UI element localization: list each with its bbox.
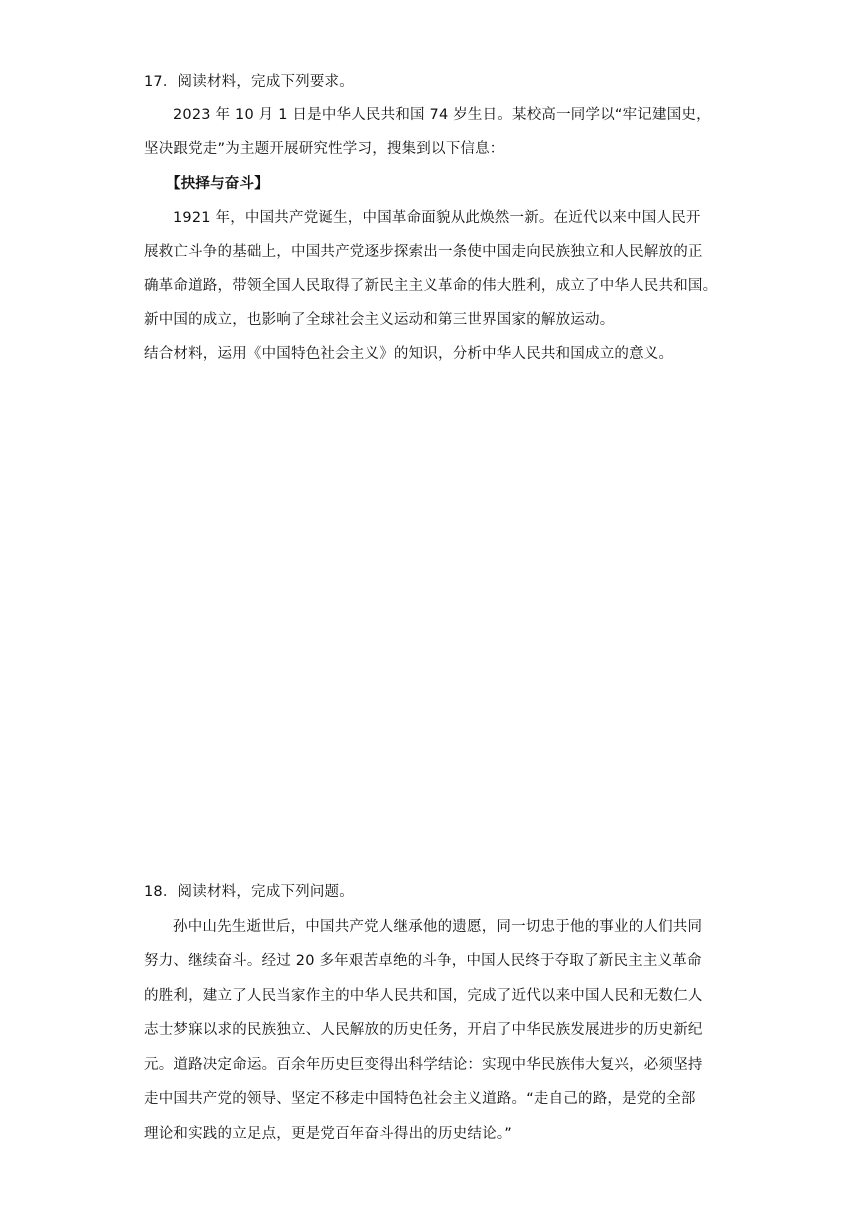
question-18-material-line-1: 孙中山先生逝世后，中国共产党人继承他的遗愿，同一切忠于他的事业的人们共同 [173, 919, 703, 935]
question-17-title: 17．阅读材料，完成下列要求。 [144, 74, 354, 90]
question-18-material-line-7: 理论和实践的立足点，更是党百年奋斗得出的历史结论。” [144, 1126, 512, 1142]
question-17-task: 结合材料，运用《中国特色社会主义》的知识，分析中华人民共和国成立的意义。 [144, 346, 674, 362]
question-17-material-line-1: 1921 年，中国共产党诞生，中国革命面貌从此焕然一新。在近代以来中国人民开 [173, 210, 701, 226]
question-18-material-line-4: 志士梦寐以求的民族独立、人民解放的历史任务，开启了中华民族发展进步的历史新纪 [144, 1022, 703, 1038]
question-18-material-line-2: 努力、继续奋斗。经过 20 多年艰苦卓绝的斗争，中国人民终于夺取了新民主主义革命 [144, 953, 702, 969]
question-17-intro-line-2: 坚决跟党走”为主题开展研究性学习，搜集到以下信息： [144, 141, 505, 157]
question-18-material-line-5: 元。道路决定命运。百余年历史巨变得出科学结论：实现中华民族伟大复兴，必须坚持 [144, 1057, 703, 1073]
question-17-material-line-4: 新中国的成立，也影响了全球社会主义运动和第三世界国家的解放运动。 [144, 312, 615, 328]
question-18-title: 18．阅读材料，完成下列问题。 [144, 884, 354, 900]
question-17-intro-line-1: 2023 年 10 月 1 日是中华人民共和国 74 岁生日。某校高一同学以“牢记建国史， [173, 107, 711, 123]
question-18-material-line-6: 走中国共产党的领导、坚定不移走中国特色社会主义道路。“走自己的路，是党的全部 [144, 1091, 696, 1107]
question-17-section-heading: 【抉择与奋斗】 [166, 176, 269, 192]
question-18-material-line-3: 的胜利，建立了人民当家作主的中华人民共和国，完成了近代以来中国人民和无数仁人 [144, 988, 703, 1004]
question-17-material-line-3: 确革命道路，带领全国人民取得了新民主主义革命的伟大胜利，成立了中华人民共和国。 [144, 278, 718, 294]
question-17-material-line-2: 展救亡斗争的基础上，中国共产党逐步探索出一条使中国走向民族独立和人民解放的正 [144, 244, 703, 260]
